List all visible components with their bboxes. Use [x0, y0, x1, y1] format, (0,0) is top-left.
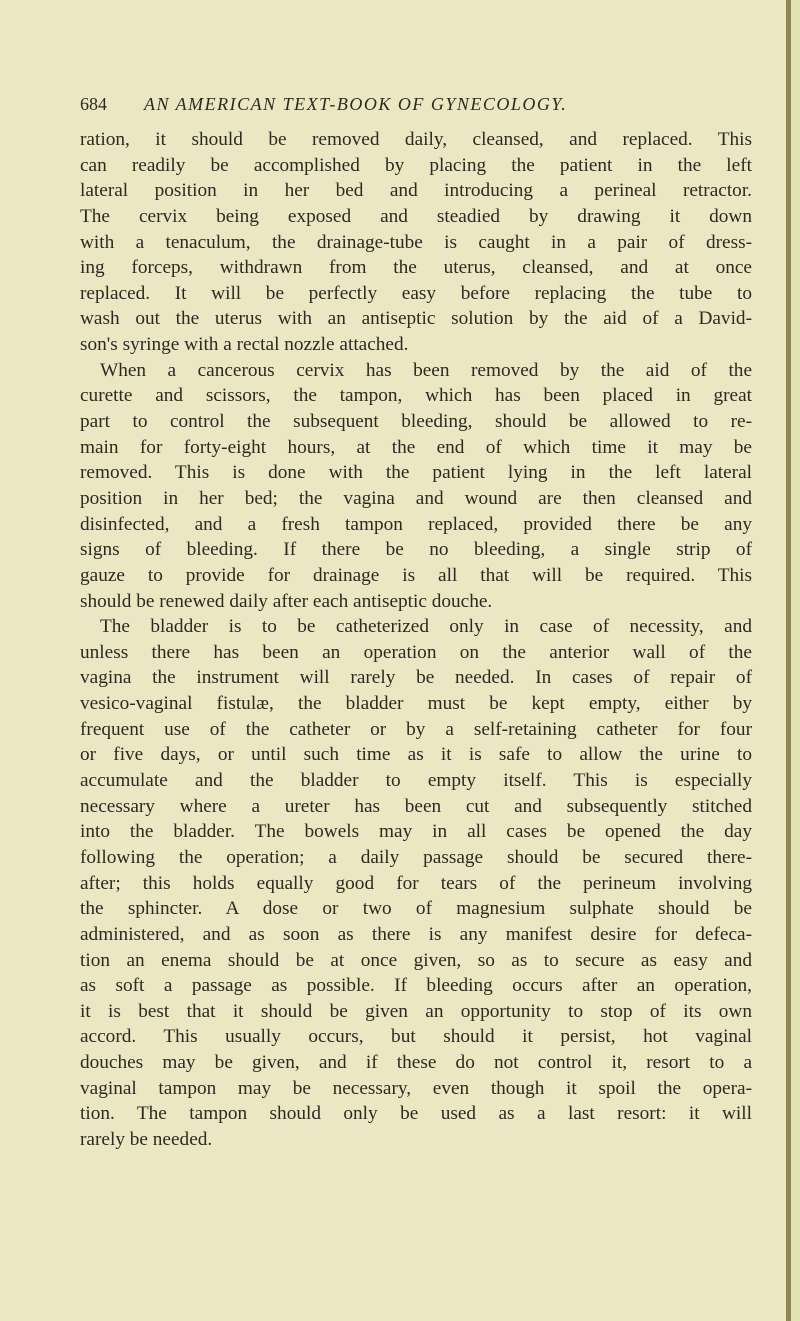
text-line: position in her bed; the vagina and wound are then cleansed and: [80, 487, 752, 509]
text-line: vagina the instrument will rarely be needed. In cases of repair of: [80, 667, 752, 689]
text-line: tion. The tampon should only be used as a last resort: it will: [80, 1103, 752, 1125]
adjacent-page-edge: [791, 0, 800, 1321]
text-line: can readily be accomplished by placing the patient in the left: [80, 154, 752, 176]
page-header: [80, 94, 720, 118]
text-line: removed. This is done with the patient lying in the left lateral: [80, 462, 752, 484]
text-line: or five days, or until such time as it is safe to allow the urine to: [80, 744, 752, 766]
text-line: gauze to provide for drainage is all that will be required. This: [80, 564, 752, 586]
text-line: unless there has been an operation on the anterior wall of the: [80, 641, 752, 663]
text-line: tion an enema should be at once given, so as to secure as easy and: [80, 949, 752, 971]
text-line: rarely be needed.: [80, 1128, 213, 1150]
text-line: douches may be given, and if these do not control it, resort to a: [80, 1052, 752, 1074]
text-line: accord. This usually occurs, but should it persist, hot vaginal: [80, 1026, 752, 1048]
text-line: into the bladder. The bowels may in all cases be opened the day: [80, 821, 752, 843]
body-text: [80, 127, 752, 1153]
text-line: following the operation; a daily passage should be secured there-: [80, 846, 752, 868]
text-line: necessary where a ureter has been cut and subsequently stitched: [80, 795, 752, 817]
text-line: signs of bleeding. If there be no bleeding, a single strip of: [80, 539, 752, 561]
text-line: When a cancerous cervix has been removed by the aid of the: [100, 359, 752, 381]
text-line: as soft a passage as possible. If bleeding occurs after an operation,: [80, 975, 752, 997]
text-line: wash out the uterus with an antiseptic solution by the aid of a David-: [80, 308, 752, 330]
text-line: the sphincter. A dose or two of magnesium sulphate should be: [80, 898, 752, 920]
text-line: vesico-vaginal fistulæ, the bladder must be kept empty, either by: [80, 693, 752, 715]
text-line: main for forty-eight hours, at the end of which time it may be: [80, 436, 752, 458]
text-line: ration, it should be removed daily, cleansed, and replaced. This: [80, 129, 752, 150]
text-line: lateral position in her bed and introducing a perineal retractor.: [80, 180, 752, 202]
text-line: part to control the subsequent bleeding, should be allowed to re-: [80, 411, 752, 433]
text-line: replaced. It will be perfectly easy before replacing the tube to: [80, 282, 752, 304]
text-line: should be renewed daily after each antiseptic douche.: [80, 590, 493, 612]
text-line: it is best that it should be given an opportunity to stop of its own: [80, 1000, 752, 1022]
text-line: disinfected, and a fresh tampon replaced, provided there be any: [80, 513, 752, 535]
text-line: son's syringe with a rectal nozzle attached.: [80, 334, 409, 356]
text-line: administered, and as soon as there is any manifest desire for defeca-: [80, 923, 752, 945]
text-line: ing forceps, withdrawn from the uterus, cleansed, and at once: [80, 257, 752, 279]
text-line: The bladder is to be catheterized only in case of necessity, and: [100, 616, 752, 638]
text-line: curette and scissors, the tampon, which has been placed in great: [80, 385, 752, 407]
text-line: vaginal tampon may be necessary, even though it spoil the opera-: [80, 1077, 752, 1099]
text-line: frequent use of the catheter or by a self-retaining catheter for four: [80, 718, 752, 740]
text-line: after; this holds equally good for tears of the perineum involving: [80, 872, 752, 894]
running-head: AN AMERICAN TEXT-BOOK OF GYNECOLOGY.: [144, 94, 568, 114]
text-line: with a tenaculum, the drainage-tube is caught in a pair of dress-: [80, 231, 752, 253]
page-number: 684: [80, 94, 107, 114]
text-line: accumulate and the bladder to empty itself. This is especially: [80, 770, 752, 792]
text-line: The cervix being exposed and steadied by drawing it down: [80, 205, 752, 227]
